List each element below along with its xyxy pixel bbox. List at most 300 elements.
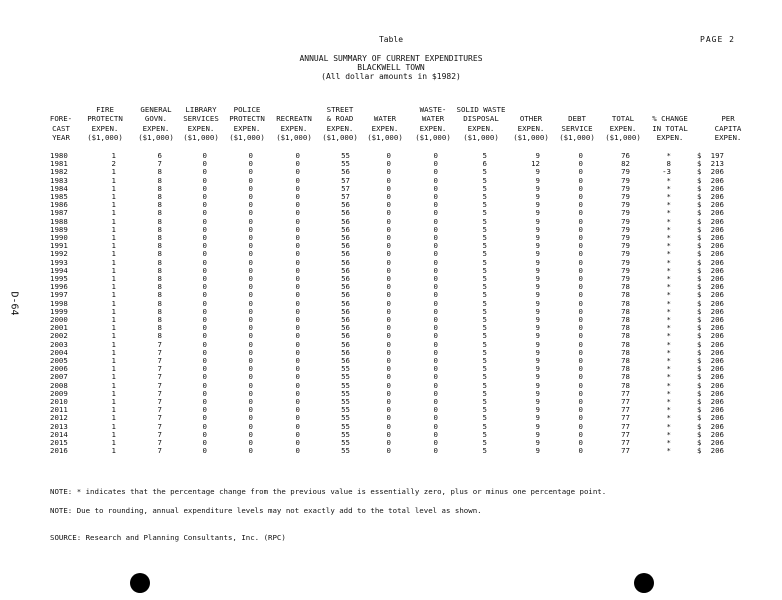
value-cell: 206 xyxy=(710,438,724,447)
value-cell: 0 xyxy=(578,380,583,390)
value-cell: 77 xyxy=(621,446,630,456)
value-cell: 0 xyxy=(295,421,300,431)
value-cell: 206 xyxy=(710,364,724,374)
year-cell: 1992 xyxy=(50,249,68,259)
value-cell: $ xyxy=(697,438,702,447)
value-cell: 1 xyxy=(111,183,116,193)
value-cell: 206 xyxy=(710,323,724,333)
value-cell: 0 xyxy=(295,151,300,160)
value-cell: 0 xyxy=(433,167,438,177)
value-cell: 206 xyxy=(710,388,724,398)
value-cell: 206 xyxy=(710,306,724,316)
value-cell: 9 xyxy=(535,200,540,210)
value-cell: 9 xyxy=(535,265,540,275)
column-header-line: WATER xyxy=(373,114,397,124)
value-cell: 5 xyxy=(482,356,487,365)
year-cell: 2003 xyxy=(50,339,68,349)
value-cell: 0 xyxy=(578,241,583,251)
value-cell: -3 xyxy=(662,167,671,177)
value-cell: 77 xyxy=(621,413,630,423)
value-cell: 79 xyxy=(621,200,630,210)
value-cell: 0 xyxy=(578,224,583,234)
year-cell: 2009 xyxy=(50,388,68,398)
table-row xyxy=(0,167,782,175)
value-cell: 1 xyxy=(111,347,116,357)
table-row xyxy=(0,192,782,200)
column-header-line: CAST xyxy=(52,123,70,133)
note-percentage-change: NOTE: * indicates that the percentage change from the previous value is essentially zero, plus or minus one percentage point. xyxy=(50,487,607,496)
value-cell: 0 xyxy=(433,372,438,382)
value-cell: 0 xyxy=(386,233,391,242)
value-cell: * xyxy=(666,192,671,201)
value-cell: 0 xyxy=(248,224,253,234)
year-cell: 1998 xyxy=(50,298,68,308)
value-cell: 0 xyxy=(386,257,391,267)
value-cell: $ xyxy=(697,446,702,456)
value-cell: 1 xyxy=(111,241,116,251)
value-cell: $ xyxy=(697,241,702,251)
value-cell: 0 xyxy=(433,241,438,251)
year-cell: 2000 xyxy=(50,315,68,324)
value-cell: 0 xyxy=(202,290,207,300)
value-cell: 0 xyxy=(578,364,583,374)
value-cell: 0 xyxy=(578,372,583,382)
value-cell: 0 xyxy=(295,306,300,316)
value-cell: 0 xyxy=(433,405,438,415)
column-header-line: EXPEN. xyxy=(187,123,215,133)
table-row xyxy=(0,241,782,249)
value-cell: 0 xyxy=(433,159,438,169)
report-subtitle: BLACKWELL TOWN xyxy=(357,63,425,72)
column-header-line: EXPEN. xyxy=(371,123,399,133)
value-cell: 77 xyxy=(621,438,630,447)
value-cell: 1 xyxy=(111,421,116,431)
value-cell: 9 xyxy=(535,216,540,226)
value-cell: 206 xyxy=(710,339,724,349)
value-cell: $ xyxy=(697,290,702,300)
table-row xyxy=(0,249,782,257)
value-cell: 206 xyxy=(710,429,724,439)
value-cell: 0 xyxy=(386,265,391,275)
side-page-mark: D-64 xyxy=(8,291,20,316)
value-cell: 206 xyxy=(710,413,724,423)
value-cell: 0 xyxy=(386,438,391,447)
value-cell: 0 xyxy=(248,323,253,333)
value-cell: 0 xyxy=(248,265,253,275)
value-cell: * xyxy=(666,372,671,382)
value-cell: 206 xyxy=(710,290,724,300)
column-header-line: ($1,000) xyxy=(276,133,312,143)
year-cell: 2007 xyxy=(50,372,68,382)
value-cell: 1 xyxy=(111,208,116,218)
value-cell: 0 xyxy=(386,388,391,398)
value-cell: * xyxy=(666,421,671,431)
value-cell: 0 xyxy=(248,356,253,365)
value-cell: 5 xyxy=(482,265,487,275)
value-cell: 0 xyxy=(248,200,253,210)
value-cell: $ xyxy=(697,356,702,365)
value-cell: 0 xyxy=(578,356,583,365)
value-cell: 0 xyxy=(433,339,438,349)
value-cell: 9 xyxy=(535,356,540,365)
value-cell: 0 xyxy=(386,306,391,316)
value-cell: 5 xyxy=(482,274,487,283)
value-cell: 5 xyxy=(482,298,487,308)
value-cell: 0 xyxy=(386,159,391,169)
value-cell: 5 xyxy=(482,380,487,390)
value-cell: 0 xyxy=(578,282,583,292)
table-row xyxy=(0,397,782,405)
value-cell: 1 xyxy=(111,257,116,267)
value-cell: 9 xyxy=(535,241,540,251)
value-cell: 0 xyxy=(433,282,438,292)
value-cell: 5 xyxy=(482,397,487,406)
value-cell: 55 xyxy=(341,438,350,447)
value-cell: 206 xyxy=(710,265,724,275)
value-cell: 78 xyxy=(621,364,630,374)
value-cell: 206 xyxy=(710,298,724,308)
value-cell: 0 xyxy=(578,397,583,406)
value-cell: 5 xyxy=(482,175,487,185)
value-cell: 0 xyxy=(433,413,438,423)
value-cell: 56 xyxy=(341,356,350,365)
value-cell: 0 xyxy=(578,315,583,324)
value-cell: 79 xyxy=(621,167,630,177)
year-cell: 1991 xyxy=(50,241,68,251)
value-cell: * xyxy=(666,315,671,324)
value-cell: * xyxy=(666,364,671,374)
value-cell: 0 xyxy=(578,429,583,439)
value-cell: 5 xyxy=(482,183,487,193)
table-row xyxy=(0,438,782,446)
column-header-line: ($1,000) xyxy=(559,133,595,143)
value-cell: 206 xyxy=(710,347,724,357)
value-cell: 5 xyxy=(482,290,487,300)
value-cell: 0 xyxy=(578,413,583,423)
value-cell: 0 xyxy=(386,339,391,349)
column-header-line: POLICE xyxy=(233,104,261,114)
value-cell: 5 xyxy=(482,257,487,267)
value-cell: 0 xyxy=(202,241,207,251)
value-cell: 0 xyxy=(202,323,207,333)
year-cell: 1999 xyxy=(50,306,68,316)
value-cell: 0 xyxy=(386,397,391,406)
column-header-line: ($1,000) xyxy=(415,133,451,143)
value-cell: 206 xyxy=(710,356,724,365)
value-cell: * xyxy=(666,249,671,259)
value-cell: * xyxy=(666,265,671,275)
value-cell: $ xyxy=(697,274,702,283)
value-cell: 206 xyxy=(710,274,724,283)
column-header-line: EXPEN. xyxy=(326,123,354,133)
value-cell: 56 xyxy=(341,216,350,226)
note-rounding: NOTE: Due to rounding, annual expenditure levels may not exactly add to the total level as shown. xyxy=(50,506,482,515)
value-cell: 78 xyxy=(621,306,630,316)
value-cell: 9 xyxy=(535,413,540,423)
value-cell: 82 xyxy=(621,159,630,169)
value-cell: * xyxy=(666,438,671,447)
value-cell: 56 xyxy=(341,233,350,242)
value-cell: $ xyxy=(697,405,702,415)
table-row xyxy=(0,422,782,430)
value-cell: 0 xyxy=(248,315,253,324)
value-cell: 1 xyxy=(111,323,116,333)
value-cell: 57 xyxy=(341,183,350,193)
value-cell: 5 xyxy=(482,446,487,456)
column-header-line: PROTECTN xyxy=(87,114,123,124)
value-cell: 0 xyxy=(248,290,253,300)
value-cell: 206 xyxy=(710,331,724,341)
value-cell: 9 xyxy=(535,233,540,242)
value-cell: 0 xyxy=(248,364,253,374)
column-header-line: TOTAL xyxy=(611,114,635,124)
value-cell: * xyxy=(666,356,671,365)
value-cell: 9 xyxy=(535,446,540,456)
column-header-line: PER xyxy=(721,114,735,124)
value-cell: 0 xyxy=(386,446,391,456)
value-cell: 0 xyxy=(433,290,438,300)
value-cell: $ xyxy=(697,364,702,374)
table-row xyxy=(0,413,782,421)
value-cell: 1 xyxy=(111,364,116,374)
value-cell: 0 xyxy=(202,159,207,169)
value-cell: 0 xyxy=(295,446,300,456)
table-row xyxy=(0,381,782,389)
column-header-line: RECREATN xyxy=(276,114,312,124)
value-cell: 0 xyxy=(578,339,583,349)
value-cell: $ xyxy=(697,224,702,234)
value-cell: 0 xyxy=(578,290,583,300)
value-cell: 0 xyxy=(248,429,253,439)
value-cell: 0 xyxy=(248,241,253,251)
value-cell: 0 xyxy=(433,438,438,447)
year-cell: 2002 xyxy=(50,331,68,341)
value-cell: 8 xyxy=(157,167,162,177)
value-cell: * xyxy=(666,397,671,406)
value-cell: 0 xyxy=(248,339,253,349)
table-row xyxy=(0,290,782,298)
value-cell: 78 xyxy=(621,323,630,333)
value-cell: $ xyxy=(697,200,702,210)
value-cell: 78 xyxy=(621,298,630,308)
year-cell: 2012 xyxy=(50,413,68,423)
year-cell: 1983 xyxy=(50,175,68,185)
value-cell: 0 xyxy=(248,282,253,292)
year-cell: 1990 xyxy=(50,233,68,242)
value-cell: 55 xyxy=(341,372,350,382)
value-cell: $ xyxy=(697,306,702,316)
value-cell: 56 xyxy=(341,257,350,267)
value-cell: 0 xyxy=(202,192,207,201)
value-cell: 79 xyxy=(621,233,630,242)
value-cell: 206 xyxy=(710,282,724,292)
value-cell: 206 xyxy=(710,200,724,210)
value-cell: 0 xyxy=(295,298,300,308)
value-cell: 0 xyxy=(248,397,253,406)
value-cell: 6 xyxy=(157,151,162,160)
value-cell: 0 xyxy=(202,216,207,226)
table-row xyxy=(0,299,782,307)
value-cell: 0 xyxy=(295,192,300,201)
value-cell: * xyxy=(666,208,671,218)
value-cell: 0 xyxy=(295,233,300,242)
value-cell: 5 xyxy=(482,306,487,316)
value-cell: 0 xyxy=(248,233,253,242)
page-number: PAGE 2 xyxy=(700,35,735,44)
column-header-line: STREET xyxy=(326,104,354,114)
value-cell: $ xyxy=(697,397,702,406)
value-cell: 0 xyxy=(578,200,583,210)
year-cell: 2004 xyxy=(50,347,68,357)
value-cell: 0 xyxy=(295,183,300,193)
value-cell: 9 xyxy=(535,405,540,415)
value-cell: $ xyxy=(697,167,702,177)
table-label: Table xyxy=(378,35,404,44)
column-header-line: EXPEN. xyxy=(609,123,637,133)
value-cell: 56 xyxy=(341,315,350,324)
column-header-line: GOVN. xyxy=(144,114,168,124)
value-cell: 0 xyxy=(386,200,391,210)
value-cell: 0 xyxy=(248,208,253,218)
value-cell: 9 xyxy=(535,364,540,374)
value-cell: 1 xyxy=(111,306,116,316)
value-cell: 77 xyxy=(621,388,630,398)
value-cell: 0 xyxy=(433,306,438,316)
value-cell: 0 xyxy=(202,438,207,447)
value-cell: 8 xyxy=(157,241,162,251)
value-cell: 0 xyxy=(386,356,391,365)
value-cell: 0 xyxy=(386,282,391,292)
value-cell: 0 xyxy=(202,249,207,259)
table-row xyxy=(0,372,782,380)
column-header-line: ($1,000) xyxy=(463,133,499,143)
value-cell: 206 xyxy=(710,257,724,267)
value-cell: * xyxy=(666,175,671,185)
value-cell: 0 xyxy=(295,372,300,382)
value-cell: 2 xyxy=(111,159,116,169)
value-cell: 79 xyxy=(621,249,630,259)
value-cell: 0 xyxy=(578,298,583,308)
table-row xyxy=(0,307,782,315)
value-cell: 0 xyxy=(202,233,207,242)
column-header xyxy=(638,114,702,143)
year-cell: 1987 xyxy=(50,208,68,218)
value-cell: 7 xyxy=(157,446,162,456)
value-cell: 0 xyxy=(386,274,391,283)
value-cell: 0 xyxy=(202,265,207,275)
value-cell: 197 xyxy=(710,151,724,160)
value-cell: 56 xyxy=(341,208,350,218)
value-cell: 1 xyxy=(111,224,116,234)
value-cell: 0 xyxy=(578,438,583,447)
table-row xyxy=(0,200,782,208)
year-cell: 2014 xyxy=(50,429,68,439)
value-cell: 0 xyxy=(386,429,391,439)
value-cell: 77 xyxy=(621,397,630,406)
value-cell: 206 xyxy=(710,315,724,324)
report-title: ANNUAL SUMMARY OF CURRENT EXPENDITURES xyxy=(299,54,483,63)
value-cell: 206 xyxy=(710,224,724,234)
value-cell: 206 xyxy=(710,167,724,177)
value-cell: $ xyxy=(697,233,702,242)
value-cell: 77 xyxy=(621,429,630,439)
value-cell: 9 xyxy=(535,298,540,308)
year-cell: 1997 xyxy=(50,290,68,300)
value-cell: 0 xyxy=(295,257,300,267)
value-cell: 0 xyxy=(433,421,438,431)
value-cell: 5 xyxy=(482,405,487,415)
year-cell: 1980 xyxy=(50,151,68,160)
value-cell: 5 xyxy=(482,167,487,177)
value-cell: 5 xyxy=(482,200,487,210)
value-cell: * xyxy=(666,216,671,226)
value-cell: $ xyxy=(697,257,702,267)
table-row xyxy=(0,225,782,233)
value-cell: 0 xyxy=(248,372,253,382)
value-cell: 0 xyxy=(386,323,391,333)
value-cell: 9 xyxy=(535,438,540,447)
value-cell: 0 xyxy=(433,323,438,333)
value-cell: 206 xyxy=(710,372,724,382)
year-cell: 1996 xyxy=(50,282,68,292)
value-cell: 9 xyxy=(535,208,540,218)
value-cell: 1 xyxy=(111,372,116,382)
value-cell: 5 xyxy=(482,339,487,349)
value-cell: 0 xyxy=(433,397,438,406)
value-cell: 0 xyxy=(386,372,391,382)
column-headers xyxy=(0,105,782,155)
column-header-line: PROTECTN xyxy=(229,114,265,124)
value-cell: 55 xyxy=(341,151,350,160)
value-cell: 206 xyxy=(710,175,724,185)
column-header-line: ($1,000) xyxy=(183,133,219,143)
value-cell: 0 xyxy=(248,175,253,185)
table-row xyxy=(0,430,782,438)
value-cell: 0 xyxy=(433,249,438,259)
value-cell: $ xyxy=(697,208,702,218)
column-header-line: SERVICES xyxy=(183,114,219,124)
value-cell: 0 xyxy=(433,274,438,283)
column-header-line: % CHANGE xyxy=(652,114,688,124)
value-cell: 206 xyxy=(710,216,724,226)
value-cell: $ xyxy=(697,372,702,382)
year-cell: 2013 xyxy=(50,421,68,431)
value-cell: 0 xyxy=(578,388,583,398)
value-cell: 0 xyxy=(578,216,583,226)
value-cell: 9 xyxy=(535,175,540,185)
value-cell: 78 xyxy=(621,290,630,300)
value-cell: 56 xyxy=(341,290,350,300)
value-cell: 0 xyxy=(433,356,438,365)
value-cell: 0 xyxy=(295,405,300,415)
value-cell: 56 xyxy=(341,331,350,341)
table-row xyxy=(0,323,782,331)
table-row xyxy=(0,389,782,397)
value-cell: 8 xyxy=(157,257,162,267)
value-cell: 9 xyxy=(535,429,540,439)
value-cell: 55 xyxy=(341,405,350,415)
value-cell: 0 xyxy=(202,364,207,374)
value-cell: 213 xyxy=(710,159,724,169)
value-cell: 0 xyxy=(578,446,583,456)
value-cell: 56 xyxy=(341,249,350,259)
value-cell: * xyxy=(666,151,671,160)
value-cell: 1 xyxy=(111,331,116,341)
binder-hole-left xyxy=(130,573,150,593)
value-cell: 55 xyxy=(341,421,350,431)
value-cell: 9 xyxy=(535,183,540,193)
column-header-line: ($1,000) xyxy=(87,133,123,143)
